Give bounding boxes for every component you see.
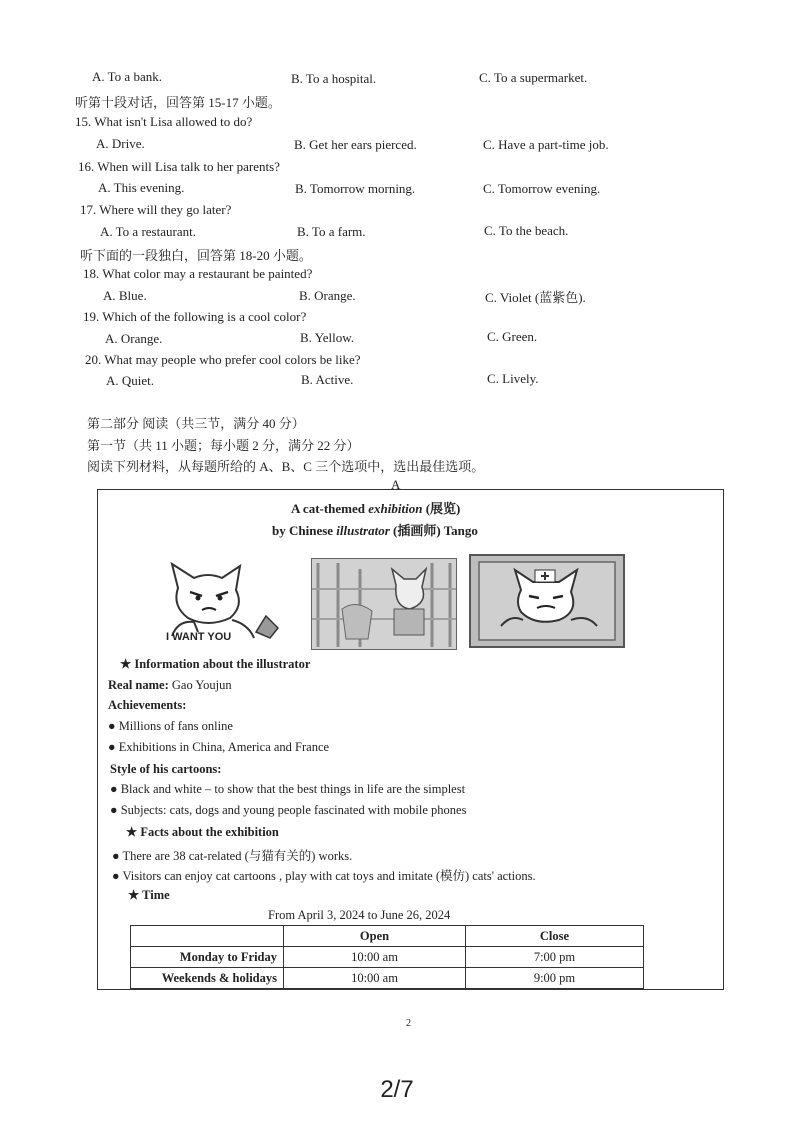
real-name-label: Real name: [108, 678, 169, 692]
fact-item: ● There are 38 cat-related (与猫有关的) works. [112, 849, 353, 863]
table-header-row [131, 926, 644, 947]
q19-stem: 19. Which of the following is a cool color? [83, 309, 307, 324]
table-cell: 10:00 am [284, 968, 466, 989]
q15-option-a: A. Drive. [96, 136, 145, 151]
schedule-table [130, 925, 644, 989]
q18-option-b: B. Orange. [299, 288, 356, 303]
passage-title [291, 498, 460, 517]
table-header-cell: Open [284, 926, 466, 947]
q14-option-c: C. To a supermarket. [479, 70, 588, 85]
style-item: ● Subjects: cats, dogs and young people fascinated with mobile phones [110, 803, 467, 817]
cat-cartoon-illustration-2 [311, 558, 457, 650]
q15-option-b: B. Get her ears pierced. [294, 137, 417, 152]
date-range: From April 3, 2024 to June 26, 2024 [268, 908, 451, 922]
q17-option-b: B. To a farm. [297, 224, 366, 239]
q18-option-c: C. Violet (蓝紫色). [485, 290, 586, 305]
q14-option-b: B. To a hospital. [291, 71, 377, 86]
table-cell: 7:00 pm [466, 947, 644, 968]
table-cell: 10:00 am [284, 947, 466, 968]
q14-option-a: A. To a bank. [92, 69, 162, 84]
table-cell: Monday to Friday [131, 947, 284, 968]
passage-title-post: (展览) [422, 501, 461, 516]
table-cell: Weekends & holidays [131, 968, 284, 989]
q16-stem: 16. When will Lisa talk to her parents? [78, 159, 280, 174]
q20-stem: 20. What may people who prefer cool colors be like? [85, 352, 361, 367]
passage-subtitle-post: (插画师) Tango [389, 523, 478, 538]
info-heading: ★ Information about the illustrator [120, 657, 311, 671]
time-heading: ★ Time [128, 888, 170, 902]
q17-option-c: C. To the beach. [484, 223, 569, 238]
passage-title-pre: A cat-themed [291, 501, 369, 516]
table-header-cell [131, 926, 284, 947]
passage-title-em: exhibition [368, 501, 423, 516]
passage-subtitle [272, 520, 478, 539]
q19-option-a: A. Orange. [105, 331, 163, 346]
style-label: Style of his cartoons: [110, 762, 222, 776]
page-indicator: 2/7 [380, 1076, 414, 1103]
real-name-value: Gao Youjun [168, 678, 232, 692]
table-cell: 9:00 pm [466, 968, 644, 989]
q18-stem: 18. What color may a restaurant be painted? [83, 266, 313, 281]
section10-instruction: 听第十段对话，回答第 15-17 小题。 [75, 95, 281, 110]
q15-option-c: C. Have a part-time job. [483, 137, 609, 152]
q20-option-c: C. Lively. [487, 371, 539, 386]
part2-title: 第二部分 阅读（共三节，满分 40 分） [87, 416, 305, 431]
fact-item: ● Visitors can enjoy cat cartoons , play with cat toys and imitate (模仿) cats' actions. [112, 869, 536, 883]
q16-option-b: B. Tomorrow morning. [295, 181, 416, 196]
facts-heading: ★ Facts about the exhibition [126, 825, 279, 839]
q20-option-a: A. Quiet. [106, 373, 155, 388]
q15-stem: 15. What isn't Lisa allowed to do? [75, 114, 253, 129]
q16-option-a: A. This evening. [98, 180, 185, 195]
q20-option-b: B. Active. [301, 372, 354, 387]
part2-section1: 第一节（共 11 小题；每小题 2 分，满分 22 分） [87, 438, 360, 453]
achievement-text: Millions of fans online [118, 719, 233, 733]
page-number: 2 [406, 1018, 411, 1029]
achievement-item: ● Millions of fans online [108, 719, 233, 733]
illustration-caption: I WANT YOU [166, 631, 232, 643]
monologue-instruction: 听下面的一段独白，回答第 18-20 小题。 [80, 248, 312, 263]
table-row [131, 968, 644, 989]
passage-subtitle-pre: by Chinese [272, 523, 337, 538]
passage-letter: A [391, 477, 401, 492]
q17-stem: 17. Where will they go later? [80, 202, 232, 217]
fact-text: There are 38 cat-related (与猫有关的) works. [122, 849, 353, 863]
part2-instruction: 阅读下列材料，从每题所给的 A、B、C 三个选项中，选出最佳选项。 [87, 459, 485, 474]
cat-cartoon-illustration-1 [158, 558, 294, 646]
q17-option-a: A. To a restaurant. [100, 224, 196, 239]
real-name-line [108, 678, 232, 693]
passage-subtitle-em: illustrator [336, 523, 390, 538]
style-text: Black and white – to show that the best things in life are the simplest [120, 782, 466, 796]
style-text: Subjects: cats, dogs and young people fascinated with mobile phones [120, 803, 467, 817]
q16-option-c: C. Tomorrow evening. [483, 181, 601, 196]
achievement-text: Exhibitions in China, America and France [118, 740, 330, 754]
q19-option-c: C. Green. [487, 329, 538, 344]
fact-text: Visitors can enjoy cat cartoons , play with cat toys and imitate (模仿) cats' actions. [122, 869, 536, 883]
q18-option-a: A. Blue. [103, 288, 147, 303]
style-item: ● Black and white – to show that the best things in life are the simplest [110, 782, 466, 796]
table-row [131, 947, 644, 968]
achievements-label: Achievements: [108, 698, 187, 712]
table-header-cell: Close [466, 926, 644, 947]
cat-cartoon-illustration-3 [469, 554, 625, 648]
achievement-item: ● Exhibitions in China, America and France [108, 740, 330, 754]
q19-option-b: B. Yellow. [300, 330, 355, 345]
